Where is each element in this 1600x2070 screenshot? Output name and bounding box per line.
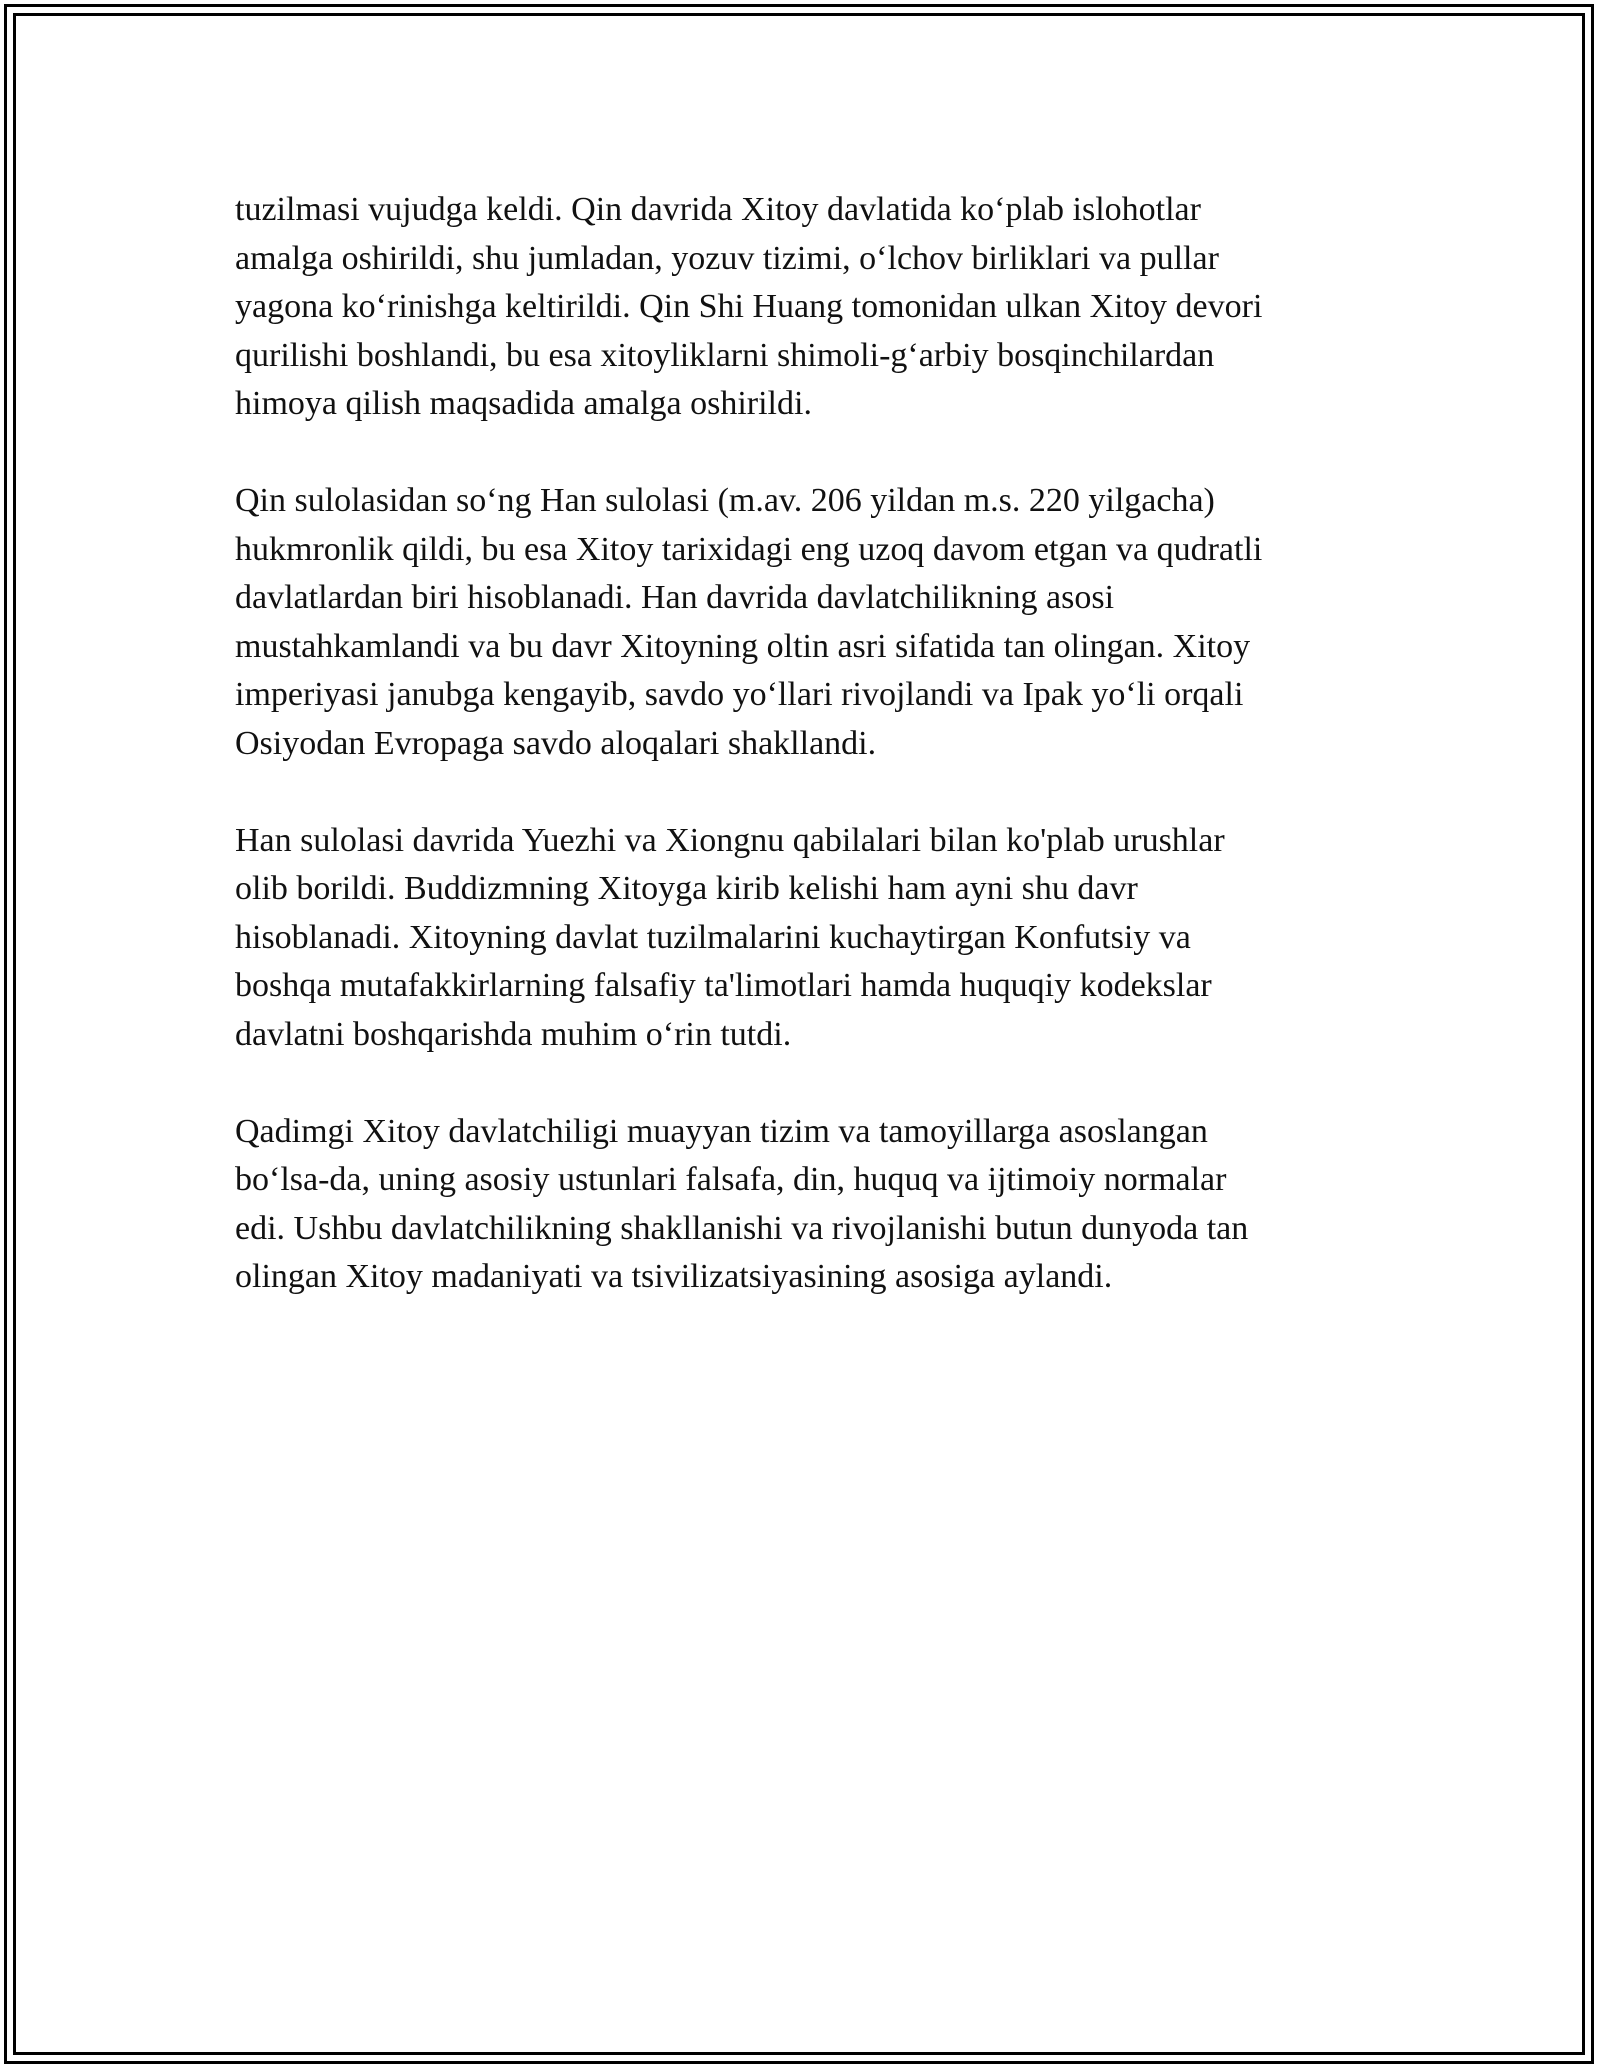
text-line: edi. Ushbu davlatchilikning shakllanishi va rivojlanishi butun dunyoda tan — [235, 1209, 1249, 1247]
text-line: Han sulolasi davrida Yuezhi va Xiongnu qabilalari bilan ko'plab urushlar — [235, 821, 1225, 859]
paragraph-4 — [235, 1108, 1375, 1302]
text-line: olingan Xitoy madaniyati va tsivilizatsiyasining asosiga aylandi. — [235, 1258, 1113, 1295]
text-line: tuzilmasi vujudga keldi. Qin davrida Xitoy davlatida ko‘plab islohotlar — [235, 191, 1201, 228]
text-line: mustahkamlandi va bu davr Xitoyning oltin asri sifatida tan olingan. Xitoy — [235, 627, 1251, 665]
text-line: imperiyasi janubga kengayib, savdo yo‘llari rivojlandi va Ipak yo‘li orqali — [235, 676, 1244, 713]
text-line: amalga oshirildi, shu jumladan, yozuv tizimi, o‘lchov birliklari va pullar — [235, 239, 1219, 277]
text-line: hisoblanadi. Xitoyning davlat tuzilmalarini kuchaytirgan Konfutsiy va — [235, 918, 1191, 956]
text-line: qurilishi boshlandi, bu esa xitoyliklarni shimoli-g‘arbiy bosqinchilardan — [235, 336, 1215, 374]
paragraph-3 — [235, 817, 1375, 1060]
text-line: boshqa mutafakkirlarning falsafiy ta'limotlari hamda huquqiy kodekslar — [235, 967, 1212, 1004]
text-line: davlatlardan biri hisoblanadi. Han davrida davlatchilikning asosi — [235, 579, 1115, 616]
text-line: Qadimgi Xitoy davlatchiligi muayyan tizim va tamoyillarga asoslangan — [235, 1112, 1208, 1150]
text-line: Osiyodan Evropaga savdo aloqalari shakllandi. — [235, 724, 877, 762]
text-line: bo‘lsa-da, uning asosiy ustunlari falsafa, din, huquq va ijtimoiy normalar — [235, 1161, 1227, 1198]
text-line: Qin sulolasidan so‘ng Han sulolasi (m.av. 206 yildan m.s. 220 yilgacha) — [235, 482, 1215, 519]
document-body — [235, 186, 1375, 1350]
text-line: hukmronlik qildi, bu esa Xitoy tarixidagi eng uzoq davom etgan va qudratli — [235, 530, 1263, 568]
paragraph-2 — [235, 477, 1375, 768]
text-line: olib borildi. Buddizmning Xitoyga kirib kelishi ham ayni shu davr — [235, 870, 1138, 907]
text-line: himoya qilish maqsadida amalga oshirildi. — [235, 385, 812, 422]
text-line: davlatni boshqarishda muhim o‘rin tutdi. — [235, 1015, 792, 1053]
paragraph-1 — [235, 186, 1375, 429]
text-line: yagona ko‘rinishga keltirildi. Qin Shi Huang tomonidan ulkan Xitoy devori — [235, 288, 1263, 325]
